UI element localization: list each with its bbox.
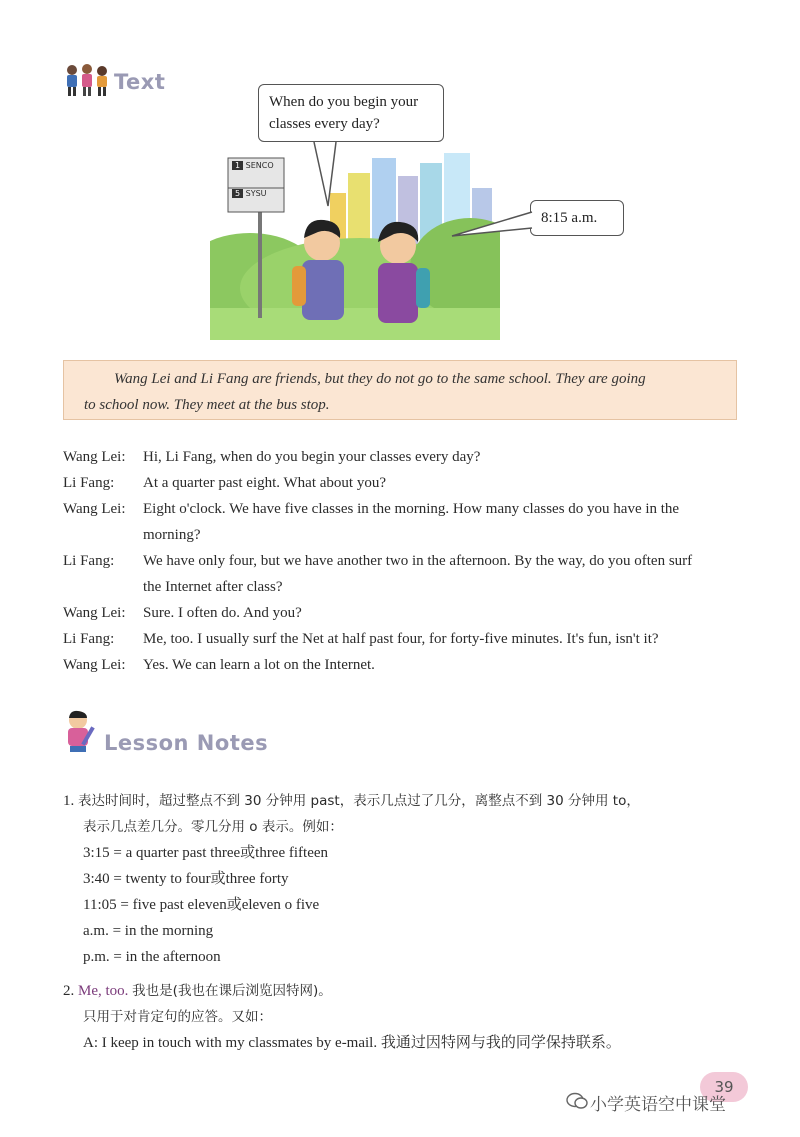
intro-box: Wang Lei and Li Fang are friends, but they do not go to the same school. They are going to school now. They meet at the bus stop.: [63, 360, 737, 420]
example-line: 11:05 = five past eleven或eleven o five: [83, 897, 320, 913]
bubble-tail-2: [450, 210, 534, 245]
text-section-icon: [63, 62, 111, 103]
dialogue-line: Li Fang: We have only four, but we have another two in the afternoon. By the way, do you often surf the Internet after class?: [63, 553, 693, 595]
example-line: a.m. = in the morning: [83, 923, 214, 939]
dialogue-line: Wang Lei: Hi, Li Fang, when do you begin your classes every day?: [63, 449, 481, 465]
speech-bubble-time: 8:15 a.m.: [530, 200, 624, 236]
speech-bubble-question: When do you begin your classes every day?: [258, 84, 444, 142]
lesson-notes-icon: [62, 708, 102, 759]
dialogue-line: Wang Lei: Eight o'clock. We have five classes in the morning. How many classes do you have in the morning?: [63, 501, 680, 543]
dialogue-line: Li Fang: At a quarter past eight. What about you?: [63, 475, 386, 491]
bubble-tail: [310, 142, 350, 217]
example-line: 3:15 = a quarter past three或three fifteen: [83, 845, 329, 861]
text-section-title: Text: [114, 70, 166, 94]
example-line: p.m. = in the afternoon: [83, 949, 221, 965]
dialogue-line: Li Fang: Me, too. I usually surf the Net at half past four, for forty-five minutes. It's fun, isn't it?: [63, 631, 659, 647]
watermark-text: 小学英语空中课堂: [590, 1095, 726, 1115]
dialogue: [63, 444, 743, 678]
wechat-icon: [566, 1092, 588, 1115]
note-2: 2. Me, too. 我也是(我也在课后浏览因特网)。 只用于对肯定句的应答。又如： A: I keep in touch with my classmates by e-mail. 我通过因特网与我的同学保持联系。: [63, 983, 621, 1051]
lesson-notes-title: Lesson Notes: [104, 731, 269, 755]
dialogue-line: Wang Lei: Yes. We can learn a lot on the Internet.: [63, 657, 375, 673]
lesson-notes: [63, 788, 753, 1056]
note-1: 1. 表达时间时，超过整点不到 30 分钟用 past，表示几点过了几分，离整点不到 30 分钟用 to， 表示几点差几分。零几分用 o 表示。例如： 3:15 = a quarter past three或three fifteen 3:40 = twenty to four或three forty 11:05 = five past eleven或eleven o five a.m. = in the morning p.m. = in the afternoon: [63, 788, 753, 970]
bus-sign: 1 SENCO 5 SYSU: [232, 160, 274, 200]
dialogue-line: Wang Lei: Sure. I often do. And you?: [63, 605, 302, 621]
example-line: 3:40 = twenty to four或three forty: [83, 871, 289, 887]
page-number: 39: [700, 1072, 748, 1102]
